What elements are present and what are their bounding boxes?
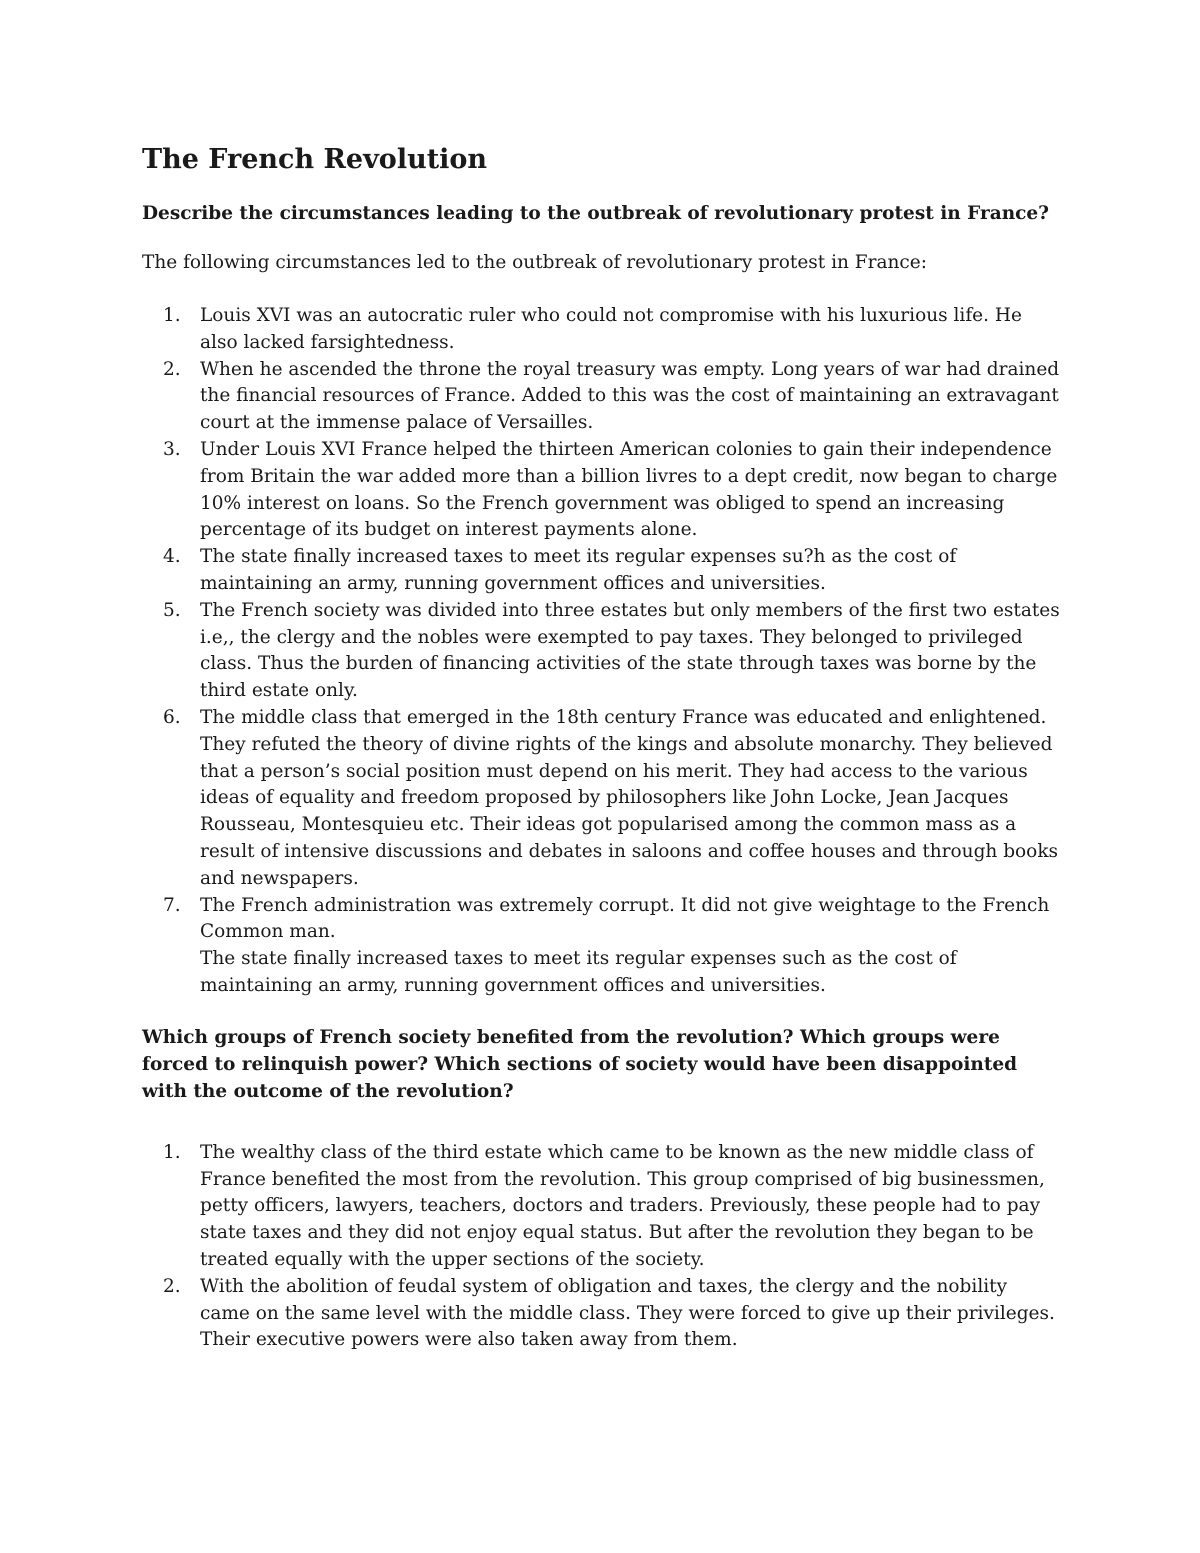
- list-item: [142, 437, 1062, 544]
- list-item-text: The French administration was extremely corrupt. It did not give weightage to the French Common man.: [200, 894, 1050, 943]
- list-item: [142, 357, 1062, 437]
- list-item: [142, 1274, 1062, 1354]
- list-item-text: The middle class that emerged in the 18th century France was educated and enlightened. They refuted the theory of divine rights of the kings and absolute monarchy. They believed that a person’s social position must depend on his merit. They had access to the various ideas of equality and freedom proposed by philosophers like John Locke, Jean Jacques Rousseau, Montesquieu etc. Their ideas got popularised among the common mass as a result of intensive discussions and debates in saloons and coffee houses and through books and newspapers.: [200, 706, 1059, 889]
- section-1-list: [142, 303, 1062, 1000]
- question-2-heading: Which groups of French society benefited from the revolution? Which groups were forced to relinquish power? Which sections of society would have been disappointed with the outcome of the revolution?: [142, 1026, 1018, 1102]
- list-item-text: The French society was divided into three estates but only members of the first two estates i.e,, the clergy and the nobles were exempted to pay taxes. They belonged to privileged class. Thus the burden of financing activities of the state through taxes was borne by the third estate only.: [200, 599, 1060, 702]
- list-item: [142, 544, 1062, 598]
- list-item: [142, 893, 1062, 1000]
- list-item-number: 5.: [163, 599, 181, 621]
- list-item-continuation: The state finally increased taxes to meet its regular expenses such as the cost of maintaining an army, running government offices and universities.: [200, 948, 957, 996]
- question-1-heading: Describe the circumstances leading to the outbreak of revolutionary protest in France?: [142, 203, 1050, 224]
- document-page: [142, 140, 1062, 1354]
- list-item-number: 2.: [163, 1275, 181, 1297]
- list-item-number: 3.: [163, 438, 181, 460]
- list-item: [142, 1140, 1062, 1274]
- section-2-list: [142, 1140, 1062, 1354]
- list-item-text: Louis XVI was an autocratic ruler who could not compromise with his luxurious life. He also lacked farsightedness.: [200, 305, 1022, 353]
- list-item-text: Under Louis XVI France helped the thirteen American colonies to gain their independence from Britain the war added more than a billion livres to a dept credit, now began to charge 10% interest on loans. So the French government was obliged to spend an increasing percentage of its budget on interest payments alone.: [200, 438, 1058, 541]
- list-item-number: 7.: [163, 894, 181, 916]
- list-item-number: 1.: [163, 305, 181, 326]
- document-title: The French Revolution: [142, 144, 488, 175]
- list-item-number: 4.: [163, 546, 181, 568]
- list-item-number: 1.: [163, 1141, 181, 1163]
- list-item: [142, 303, 1062, 357]
- list-item-text: When he ascended the throne the royal treasury was empty. Long years of war had drained the financial resources of France. Added to this was the cost of maintaining an extravagant court at the immense palace of Versailles.: [200, 358, 1060, 434]
- list-item-text: The wealthy class of the third estate which came to be known as the new middle class of France benefited the most from the revolution. This group comprised of big businessmen, petty officers, lawyers, teachers, doctors and traders. Previously, these people had to pay state taxes and they did not enjoy equal status. But after the revolution they began to be treated equally with the upper sections of the society.: [200, 1141, 1045, 1270]
- list-item-number: 2.: [163, 358, 181, 380]
- list-item-text: The state finally increased taxes to meet its regular expenses su?h as the cost of maintaining an army, running government offices and universities.: [200, 546, 957, 594]
- list-item: [142, 598, 1062, 705]
- section-1-intro: The following circumstances led to the outbreak of revolutionary protest in France:: [142, 252, 927, 273]
- list-item: [142, 705, 1062, 893]
- list-item-number: 6.: [163, 706, 181, 728]
- list-item-text: With the abolition of feudal system of obligation and taxes, the clergy and the nobility came on the same level with the middle class. They were forced to give up their privileges. Their executive powers were also taken away from them.: [200, 1275, 1055, 1351]
